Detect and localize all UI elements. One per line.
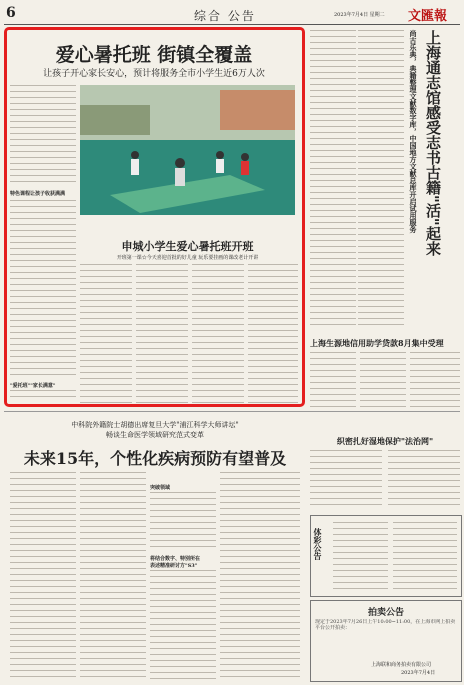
lottery-ad xyxy=(310,515,462,597)
page-number: 6 xyxy=(6,5,16,21)
auction-title: 拍卖公告 xyxy=(367,608,404,618)
lead-section-heading-1: 特色课程让孩子收获满满 xyxy=(10,191,66,197)
children-photo xyxy=(80,85,295,215)
bottom-body-col4 xyxy=(220,472,300,680)
right-vertical-headline: 上海通志馆感受志书古籍"活"起来 xyxy=(424,30,442,256)
lead-headline: 爱心暑托班 街镇全覆盖 xyxy=(55,44,253,66)
right-body-col1 xyxy=(310,30,356,330)
body-col2 xyxy=(80,264,132,404)
auction-company: 上海联和商务拍卖有限公司 xyxy=(371,662,432,668)
bottom-kicker-2: 畅谈生命医学领域研究范式变革 xyxy=(106,431,204,439)
bottom-inset-heading-2: 将结合数字、特别所在 xyxy=(150,556,201,562)
lead-body-col1c xyxy=(10,390,76,402)
secondary-subheadline: 开班第一课☆今天喜迎首批的好儿童 玩乐要挂画的课改老计开讲 xyxy=(116,255,259,261)
wetland-body-col1 xyxy=(310,450,382,508)
bottom-inset-heading-1: 突破领域 xyxy=(150,485,171,491)
lead-subheadline: 让孩子开心家长安心，预计将服务全市小学生近6万人次 xyxy=(43,69,265,79)
wetland-headline: 织密扎好湿地保护"法治网" xyxy=(336,436,434,446)
loan-body-col1 xyxy=(310,352,356,407)
bottom-body-col3b xyxy=(150,570,216,680)
section-title: 综合 公告 xyxy=(194,9,256,23)
auction-text: 现定于2023年7月26日上午10:00~11:00，在上海市网上拍卖平台公开拍卖： xyxy=(315,619,456,631)
loan-body-col2 xyxy=(360,352,406,407)
loan-body-col3 xyxy=(410,352,460,407)
newspaper-logo: 文匯報 xyxy=(408,9,448,24)
secondary-headline: 申城小学生爱心暑托班开班 xyxy=(121,240,254,253)
wetland-body-col2 xyxy=(388,450,460,508)
auction-notice xyxy=(310,600,462,682)
lottery-table-1 xyxy=(333,522,388,592)
divider xyxy=(4,411,460,412)
body-col4 xyxy=(192,264,244,404)
lead-section-heading-2: "爱托班""家长满意" xyxy=(10,383,56,389)
bottom-inset-heading-3: 表述精准研讨方"S3" xyxy=(150,563,198,569)
right-body-col2 xyxy=(358,30,404,330)
bottom-headline: 未来15年，个性化疾病预防有望普及 xyxy=(23,449,287,468)
body-col3 xyxy=(136,264,188,404)
page-header xyxy=(4,4,460,25)
bottom-body-col3 xyxy=(150,492,216,552)
body-col5 xyxy=(248,264,298,404)
lead-body-col1b xyxy=(10,200,76,380)
auction-date: 2023年7月4日 xyxy=(401,670,436,676)
issue-date: 2023年7月4日 星期二 xyxy=(334,12,385,18)
bottom-body-col1 xyxy=(10,472,76,680)
lottery-table-2 xyxy=(393,522,457,592)
lead-body-col1 xyxy=(10,85,76,185)
bottom-body-col2 xyxy=(80,472,146,680)
right-vertical-subheadline: 尚古乐典，典籍整理文献数字库，中国地方文献总库开启试用服务 xyxy=(409,30,418,233)
lottery-title: 体彩公告 xyxy=(313,528,323,560)
loan-headline: 上海生源地信用助学贷款8月集中受理 xyxy=(310,338,444,348)
bottom-kicker: 中科院外籍院士胡德出席复旦大学"浦江科学大师讲坛" xyxy=(71,421,239,429)
